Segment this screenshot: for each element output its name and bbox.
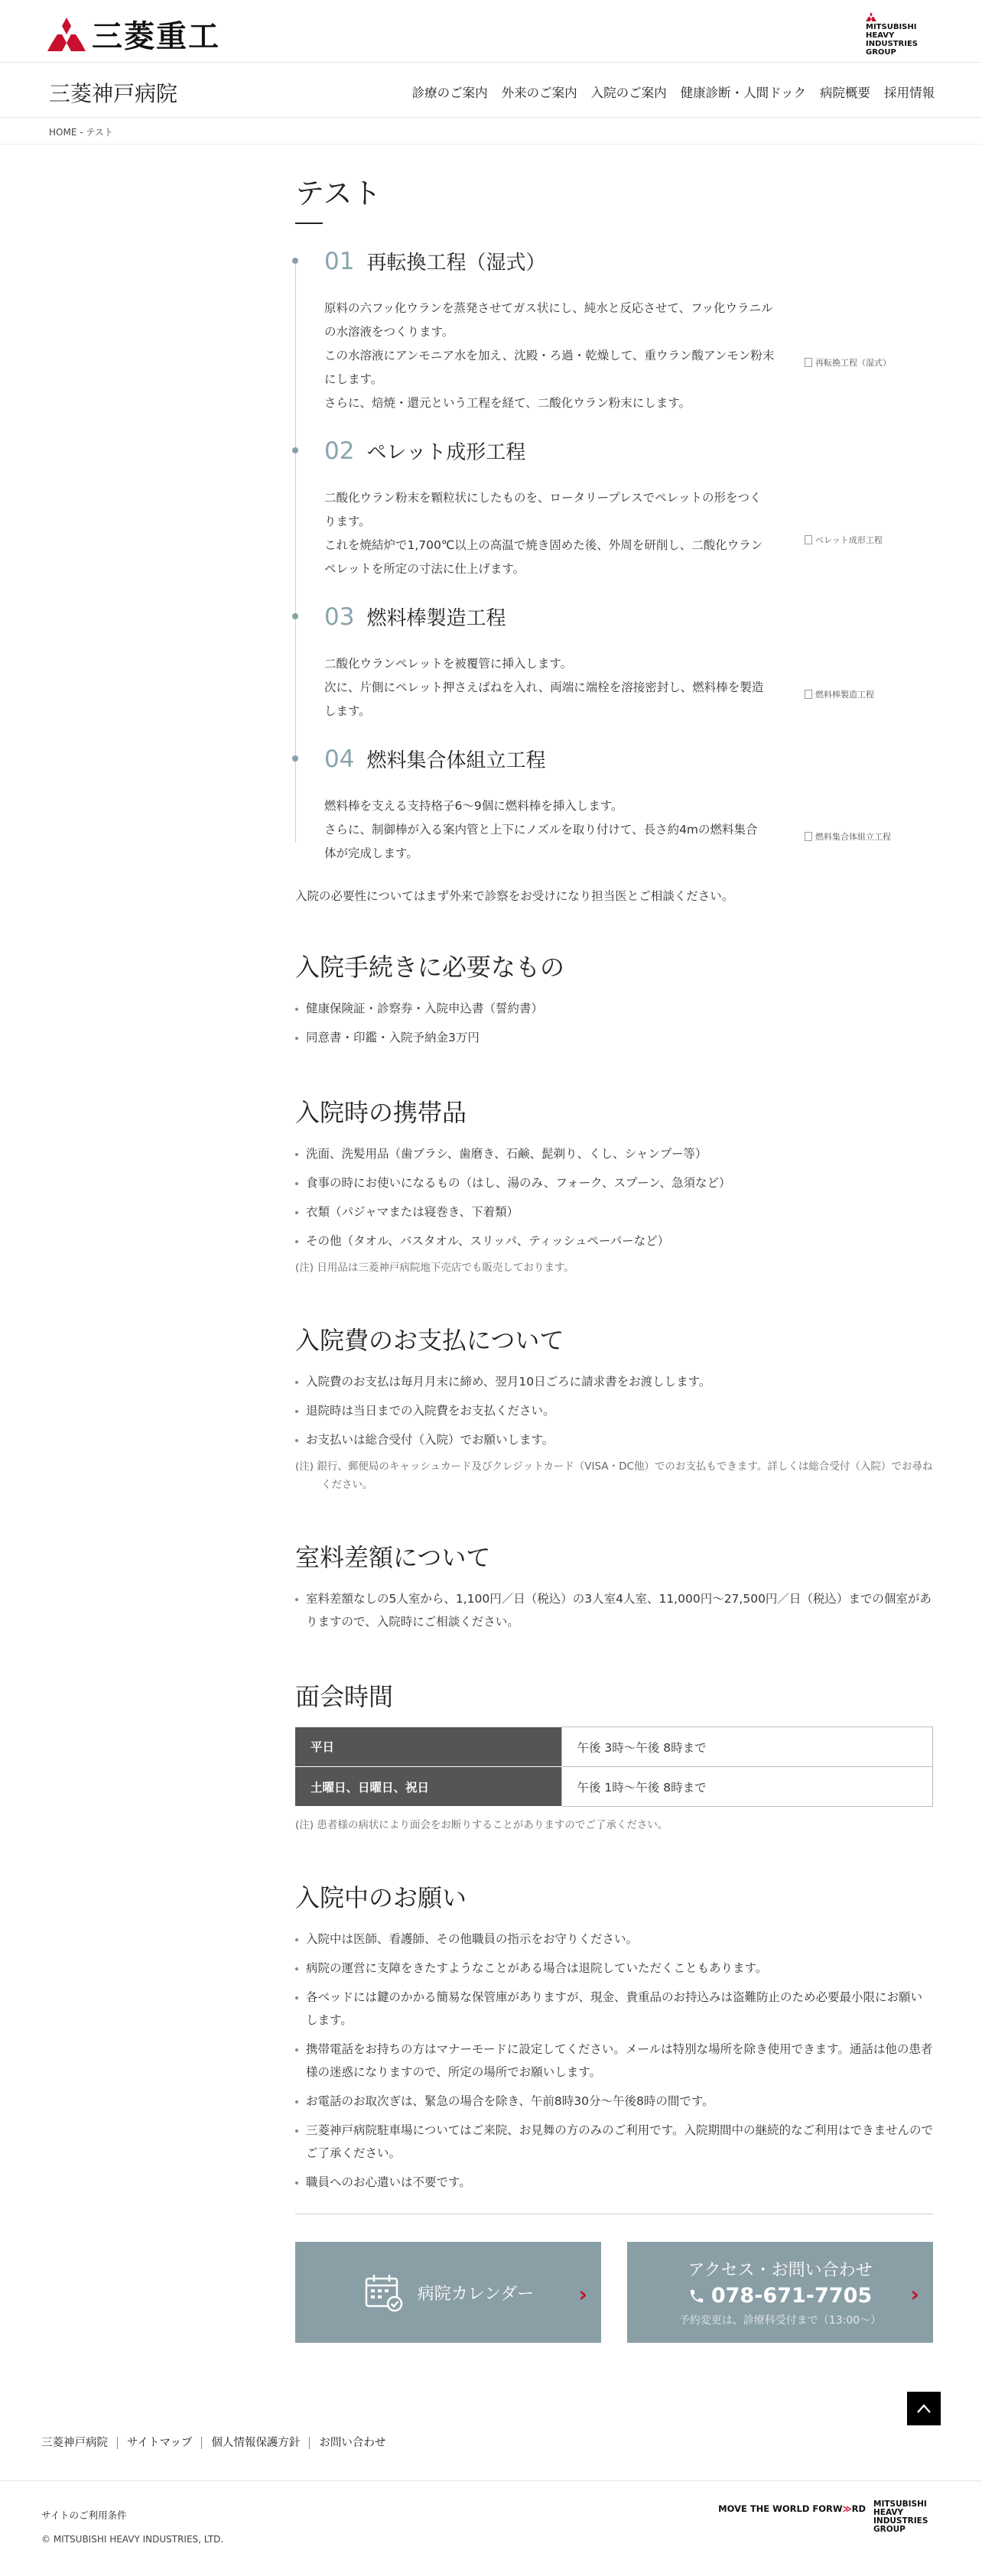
step-item <box>324 745 933 866</box>
step-description <box>324 652 777 723</box>
mhi-group-mark[interactable] <box>873 2500 941 2534</box>
table-row <box>295 1767 933 1807</box>
bullet-list <box>295 1370 933 1451</box>
image-alt-text: 再転換工程（湿式） <box>815 357 891 368</box>
section-title: 入院時の携帯品 <box>295 1098 467 1127</box>
footer-link-sitemap[interactable]: サイトマップ <box>117 2437 201 2449</box>
text-line: の水溶液をつくります。 <box>324 325 454 339</box>
text-line: 二酸化ウランペレットを被覆管に挿入します。 <box>324 657 573 671</box>
list-item: 食事の時にお使いになるもの（はし、湯のみ、フォーク、スプーン、急須など） <box>295 1171 933 1194</box>
text-line: 燃料棒を支える支持格子6～9個に燃料棒を挿入します。 <box>324 799 623 813</box>
image-alt-text: 燃料集合体組立工程 <box>815 831 891 842</box>
list-item: 各ベッドには鍵のかかる簡易な保管庫がありますが、現金、貴重品のお持込みは盗難防止のため必要最小限にお願いします。 <box>295 1986 933 2032</box>
list-item: その他（タオル、バスタオル、スリッパ、ティッシュペーパーなど） <box>295 1230 933 1252</box>
list-item: 健康保険証・診察券・入院申込書（誓約書） <box>295 997 933 1020</box>
divider <box>0 144 982 145</box>
section-belongings <box>295 1093 933 1277</box>
mhi-mark-line: HEAVY <box>866 31 895 40</box>
breadcrumb[interactable]: HOME - テスト <box>49 127 113 138</box>
visiting-hours-table <box>295 1727 933 1807</box>
site-header <box>0 63 982 118</box>
step-title: 燃料集合体組立工程 <box>366 749 546 772</box>
section-note: (注) 患者様の病状により面会をお断りすることがありますのでご了承ください。 <box>295 1819 668 1831</box>
list-item: 三菱神戸病院駐車場についてはご来院、お見舞の方のみのご利用です。入院期間中の継続的なご利用はできませんのでご了承ください。 <box>295 2119 933 2165</box>
nav-item-outpatient[interactable]: 外来のご案内 <box>501 86 577 100</box>
list-item: 入院費のお支払は毎月月末に締め、翌月10日ごろに請求書をお渡しします。 <box>295 1370 933 1393</box>
three-diamonds-icon <box>47 18 86 51</box>
section-required-items <box>295 948 933 1049</box>
bullet-list <box>295 1142 933 1252</box>
broken-image-icon <box>805 358 812 367</box>
table-header-cell: 平日 <box>295 1727 561 1767</box>
list-item: 室料差額なしの5人室から、1,100円／日（税込）の3人室4人室、11,000円～27,500円／日（税込）までの個室がありますので、入院時にご相談ください。 <box>295 1587 933 1633</box>
step-title: 再転換工程（湿式） <box>366 252 546 274</box>
site-title[interactable]: 三菱神戸病院 <box>49 81 178 106</box>
list-item: 入院中は医師、看護師、その他職員の指示をお守りください。 <box>295 1928 933 1951</box>
text-line: さらに、制御棒が入る案内管と上下にノズルを取り付けて、長さ約4mの燃料集合 <box>324 823 758 836</box>
broken-image-icon <box>805 832 812 841</box>
chevron-up-icon <box>916 2403 932 2414</box>
timeline-dot <box>292 258 298 264</box>
three-diamonds-icon <box>866 12 876 21</box>
slogan-text <box>718 2503 866 2514</box>
list-item: 職員へのお心遣いは不要です。 <box>295 2171 933 2194</box>
corporate-slogan <box>718 2500 941 2534</box>
table-row <box>295 1727 933 1767</box>
step-image <box>805 807 891 866</box>
contact-button[interactable] <box>627 2242 933 2343</box>
step-description <box>324 297 777 415</box>
text-line: この水溶液にアンモニア水を加え、沈殿・ろ過・乾燥して、重ウラン酸アンモン粉末 <box>324 349 775 362</box>
timeline-dot <box>292 613 298 619</box>
text-line: 次に、片側にペレット押さえばねを入れ、両端に端栓を溶接密封し、燃料棒を製造 <box>324 681 764 694</box>
step-item <box>324 247 933 415</box>
corporate-bar <box>0 0 982 63</box>
step-number: 01 <box>324 248 355 275</box>
text-line: します。 <box>324 704 371 718</box>
footer-link-terms[interactable]: サイトのご利用条件 <box>41 2509 127 2521</box>
step-number: 03 <box>324 603 355 631</box>
mhi-mark-line: INDUSTRIES <box>873 2516 928 2526</box>
slogan-part: MOVE THE WORLD FORW <box>718 2503 843 2514</box>
step-description <box>324 486 777 581</box>
contact-phone: 078-671-7705 <box>710 2284 873 2308</box>
list-item: お電話のお取次ぎは、緊急の場合を除き、午前8時30分～午後8時の間です。 <box>295 2090 933 2113</box>
section-title: 入院手続きに必要なもの <box>295 953 565 982</box>
text-line: 原料の六フッ化ウランを蒸発させてガス状にし、純水と反応させて、フッ化ウラニル <box>324 301 773 315</box>
step-item <box>324 603 933 723</box>
image-alt-text: ペレット成形工程 <box>815 535 883 545</box>
list-item: 衣類（パジャマまたは寝巻き、下着類） <box>295 1200 933 1223</box>
mhi-mark-line: GROUP <box>866 48 896 57</box>
page-title: テスト <box>295 177 382 210</box>
timeline-dot <box>292 447 298 453</box>
chevron-right-icon: › <box>910 2282 919 2307</box>
mhi-mark-line: GROUP <box>873 2525 906 2534</box>
table-header-cell: 土曜日、日曜日、祝日 <box>295 1767 561 1807</box>
mhi-mark-line: INDUSTRIES <box>866 40 918 48</box>
contact-note: 予約変更は、診療科受付まで（13:00～） <box>678 2315 882 2327</box>
calendar-icon <box>363 2272 404 2313</box>
text-line: さらに、焙焼・還元という工程を経て、二酸化ウラン粉末にします。 <box>324 396 691 410</box>
nav-item-recruit[interactable]: 採用情報 <box>884 86 935 100</box>
nav-item-inpatient[interactable]: 入院のご案内 <box>590 86 667 100</box>
step-item <box>324 437 933 581</box>
main-content <box>295 170 933 2343</box>
section-visiting-hours <box>295 1678 933 1834</box>
cta-row <box>295 2242 933 2343</box>
title-underline <box>295 223 323 224</box>
list-item: 病院の運営に支障をきたすようなことがある場合は退院していただくこともあります。 <box>295 1957 933 1980</box>
section-payment <box>295 1321 933 1494</box>
step-number: 04 <box>324 746 355 773</box>
step-image <box>805 309 891 415</box>
timeline-dot <box>292 755 298 762</box>
nav-item-about[interactable]: 病院概要 <box>820 86 870 100</box>
mhi-mark-line: MITSUBISHI <box>873 2500 927 2509</box>
step-number: 02 <box>324 437 355 465</box>
step-title: ペレット成形工程 <box>366 441 526 464</box>
section-title: 入院中のお願い <box>295 1883 467 1912</box>
mhi-mark-line: HEAVY <box>873 2508 904 2517</box>
section-title: 室料差額について <box>295 1543 491 1572</box>
phone-icon <box>688 2288 705 2305</box>
section-note: (注) 日用品は三菱神戸病院地下売店でも販売しております。 <box>295 1262 574 1274</box>
step-image <box>805 664 874 723</box>
nav-item-checkup[interactable]: 健康診断・人間ドック <box>680 86 806 100</box>
step-description <box>324 794 777 866</box>
section-title: 入院費のお支払について <box>295 1326 564 1355</box>
corporate-logo-text: 三菱重工 <box>92 19 220 54</box>
section-note: (注) 銀行、郵便局のキャッシュカード及びクレジットカード（VISA・DC他）でのお支払もできます。詳しくは総合受付（入院）でお尋ねください。 <box>295 1460 933 1491</box>
bullet-list <box>295 997 933 1049</box>
nav-item-medical[interactable]: 診療のご案内 <box>411 86 488 100</box>
chevron-right-icon: › <box>578 2282 587 2307</box>
calendar-label: 病院カレンダー <box>417 2284 535 2304</box>
footer-nav <box>41 2437 395 2449</box>
table-cell: 午後 1時～午後 8時まで <box>561 1767 933 1807</box>
contact-title: アクセス・お問い合わせ <box>688 2261 873 2280</box>
intro-note: 入院の必要性についてはまず外来で診察をお受けになり担当医とご相談ください。 <box>295 889 734 903</box>
global-nav <box>412 83 935 101</box>
text-line: これを焼結炉で1,700℃以上の高温で焼き固めた後、外周を研削し、二酸化ウラン <box>324 538 763 552</box>
process-steps <box>295 247 933 866</box>
list-item: 洗面、洗髪用品（歯ブラシ、歯磨き、石鹸、髭剃り、くし、シャンプー等） <box>295 1142 933 1165</box>
mhi-mark-line: MITSUBISHI <box>866 23 917 31</box>
list-item: 退院時は当日までの入院費をお支払ください。 <box>295 1399 933 1422</box>
text-line: ります。 <box>324 515 371 528</box>
text-line: ペレットを所定の寸法に仕上げます。 <box>324 562 525 576</box>
bullet-list <box>295 1587 933 1633</box>
image-alt-text: 燃料棒製造工程 <box>815 689 874 700</box>
divider <box>0 2480 982 2481</box>
section-requests <box>295 1879 933 2194</box>
list-item: お支払いは総合受付（入院）でお願いします。 <box>295 1428 933 1451</box>
section-room-charge <box>295 1538 933 1633</box>
section-title: 面会時間 <box>295 1682 394 1711</box>
step-image <box>805 499 883 581</box>
footer-link-privacy[interactable]: 個人情報保護方針 <box>201 2437 309 2449</box>
text-line: 体が完成します。 <box>324 846 418 860</box>
step-title: 燃料棒製造工程 <box>366 607 506 630</box>
broken-image-icon <box>805 690 812 699</box>
page-top-button[interactable] <box>907 2392 941 2425</box>
mhi-group-mark[interactable] <box>866 12 935 57</box>
slogan-part: RD <box>851 2503 866 2514</box>
calendar-button[interactable] <box>295 2242 601 2343</box>
text-line: にします。 <box>324 372 383 386</box>
footer-link-hospital[interactable]: 三菱神戸病院 <box>41 2437 108 2449</box>
slogan-accent: ≫ <box>842 2503 852 2514</box>
table-cell: 午後 3時～午後 8時まで <box>561 1727 933 1767</box>
list-item: 同意書・印鑑・入院予納金3万円 <box>295 1026 933 1049</box>
copyright: © MITSUBISHI HEAVY INDUSTRIES, LTD. <box>41 2534 224 2545</box>
text-line: 二酸化ウラン粉末を顆粒状にしたものを、ロータリープレスでペレットの形をつく <box>324 491 762 505</box>
mhi-logo[interactable] <box>47 12 220 56</box>
list-item: 携帯電話をお持ちの方はマナーモードに設定してください。メールは特別な場所を除き使用できます。通話は他の患者様の迷惑になりますので、所定の場所でお願いします。 <box>295 2038 933 2084</box>
footer-link-contact[interactable]: お問い合わせ <box>309 2437 395 2449</box>
bullet-list <box>295 1928 933 2194</box>
broken-image-icon <box>805 535 812 544</box>
